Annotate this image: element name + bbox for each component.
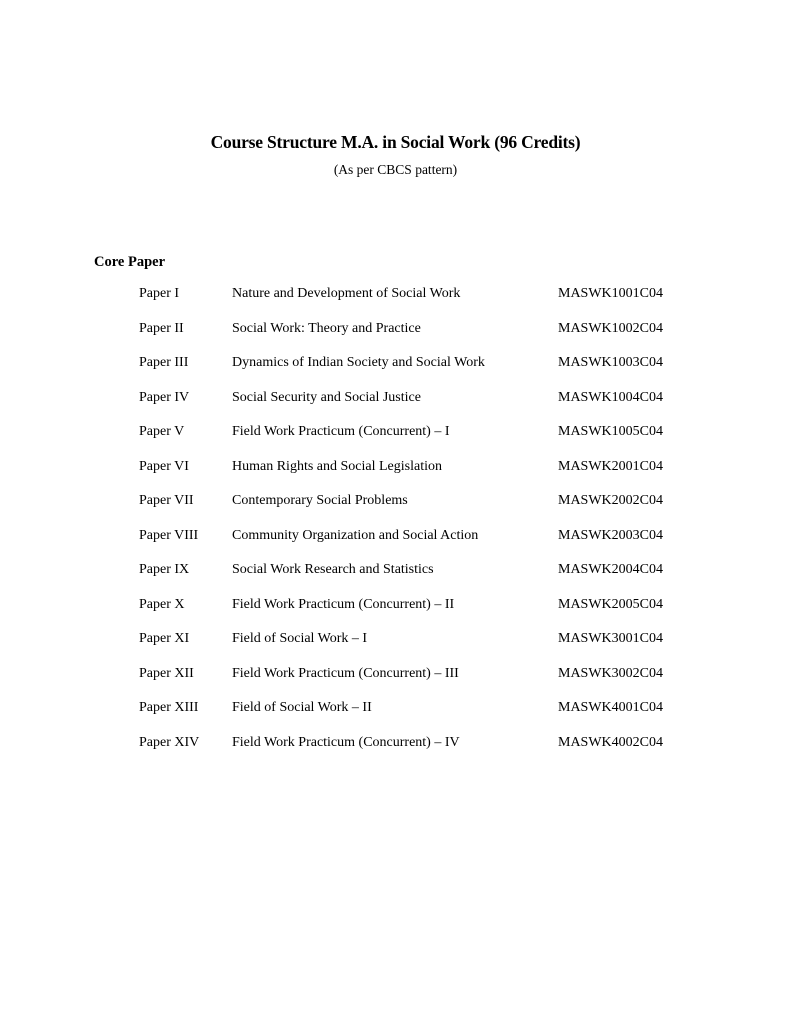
paper-title: Social Work Research and Statistics [232,562,434,577]
paper-title: Contemporary Social Problems [232,493,408,508]
table-row [139,355,699,390]
table-row [139,562,699,597]
table-row [139,459,699,494]
paper-title: Community Organization and Social Action [232,527,479,543]
page-subtitle: (As per CBCS pattern) [333,162,458,177]
paper-code: MASWK2005C04 [558,596,664,612]
paper-number: Paper IX [139,562,190,577]
table-row [139,493,699,528]
paper-code: MASWK2004C04 [558,562,664,577]
table-row [139,528,699,563]
paper-title: Social Security and Social Justice [232,389,421,405]
paper-number: Paper XII [139,665,194,681]
paper-number: Paper XIII [139,700,199,715]
paper-number: Paper XIV [139,734,200,750]
paper-code: MASWK3002C04 [558,665,664,681]
paper-number: Paper II [139,320,184,336]
paper-code: MASWK1002C04 [558,320,664,336]
paper-number: Paper VIII [139,527,199,543]
paper-code: MASWK4001C04 [558,700,664,715]
table-row [139,321,699,356]
paper-number: Paper VII [139,493,194,508]
section-heading: Core Paper [94,254,165,270]
page-title: Course Structure M.A. in Social Work (96 Credits) [210,132,581,152]
table-row [139,666,699,701]
paper-number: Paper XI [139,631,190,646]
paper-title: Field Work Practicum (Concurrent) – I [232,424,450,439]
table-row [139,390,699,425]
paper-code: MASWK2001C04 [558,458,664,474]
table-row [139,700,699,735]
table-row [139,424,699,459]
paper-code: MASWK1005C04 [558,424,664,439]
paper-title: Social Work: Theory and Practice [232,320,421,336]
table-row [139,631,699,666]
paper-number: Paper V [139,424,185,439]
table-row [139,735,699,770]
paper-code: MASWK1004C04 [558,389,664,405]
paper-code: MASWK2003C04 [558,527,664,543]
paper-title: Field of Social Work – II [232,700,372,715]
paper-code: MASWK3001C04 [558,631,664,646]
paper-title: Field Work Practicum (Concurrent) – IV [232,734,460,750]
paper-title: Human Rights and Social Legislation [232,458,442,474]
paper-number: Paper VI [139,458,189,474]
paper-number: Paper I [139,286,180,301]
table-row [139,286,699,321]
paper-code: MASWK1001C04 [558,286,664,301]
paper-code: MASWK4002C04 [558,734,664,750]
paper-code: MASWK2002C04 [558,493,664,508]
paper-code: MASWK1003C04 [558,355,664,370]
paper-title: Dynamics of Indian Society and Social Work [232,355,485,370]
paper-number: Paper X [139,596,185,612]
paper-title: Field Work Practicum (Concurrent) – II [232,596,455,612]
paper-title: Field Work Practicum (Concurrent) – III [232,665,459,681]
paper-table [139,286,699,769]
table-row [139,597,699,632]
paper-number: Paper III [139,355,189,370]
paper-title: Nature and Development of Social Work [232,286,461,301]
paper-title: Field of Social Work – I [232,631,368,646]
paper-number: Paper IV [139,389,190,405]
